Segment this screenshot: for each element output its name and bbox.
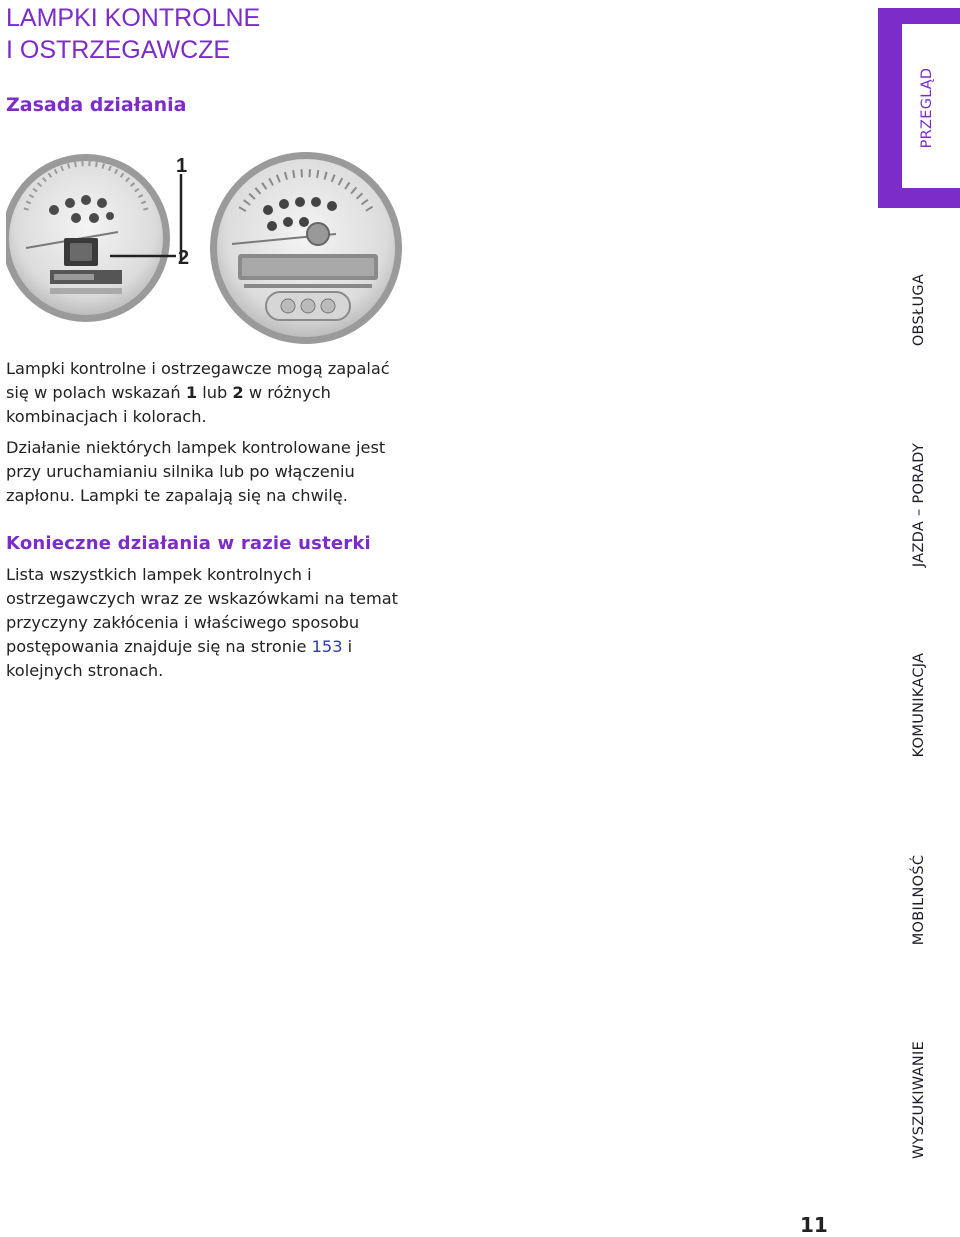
tab-komunikacja[interactable]: [878, 610, 960, 800]
tab-label-jazda-porady: JAZDA – PORADY: [911, 442, 927, 568]
section-heading-principle: Zasada działania: [6, 94, 187, 116]
right-gauge: [210, 152, 402, 344]
tab-label-wyszukiwanie: WYSZUKIWANIE: [911, 1040, 927, 1160]
tab-label-przeglad: PRZEGLĄD: [919, 67, 936, 149]
callout-1-label: 1: [176, 155, 188, 177]
tab-obsluga[interactable]: [878, 220, 960, 400]
left-gauge: [6, 154, 170, 322]
instrument-cluster-figure: [6, 148, 406, 348]
tab-przeglad[interactable]: [878, 8, 960, 208]
tab-label-mobilnosc: MOBILNOŚĆ: [911, 854, 927, 946]
paragraph-fault-actions: Lista wszystkich lampek kontrolnych i ostrzegawczych wraz ze wskazówkami na temat przyczyny zakłócenia i właściwego sposobu postępowania znajduje się na stronie 153 i kolejnych stronach.: [6, 565, 398, 680]
page-title: [6, 2, 260, 66]
page-title-line2: I OSTRZEGAWCZE: [6, 36, 231, 64]
tab-jazda-porady[interactable]: [878, 410, 960, 600]
tab-label-komunikacja: KOMUNIKACJA: [911, 652, 927, 758]
section-heading-fault-actions: Konieczne działania w razie usterki: [6, 533, 371, 554]
page-reference-link[interactable]: 153: [311, 637, 343, 656]
instrument-cluster-illustration: [6, 148, 406, 348]
tab-label-obsluga: OBSŁUGA: [911, 273, 927, 347]
tab-mobilnosc[interactable]: [878, 810, 960, 990]
page-title-line1: LAMPKI KONTROLNE: [6, 4, 261, 32]
callout-2-label: 2: [178, 247, 190, 269]
paragraph-warning-lights: Lampki kontrolne i ostrzegawcze mogą zapalać się w polach wskazań 1 lub 2 w różnych kombinacjach i kolorach.: [6, 359, 390, 426]
paragraph-startup-check: Działanie niektórych lampek kontrolowane jest przy uruchamianiu silnika lub po włączeniu zapłonu. Lampki te zapalają się na chwilę.: [6, 438, 386, 505]
section-sidebar: [878, 0, 960, 1237]
tab-wyszukiwanie[interactable]: [878, 1000, 960, 1200]
page-number: 11: [800, 1213, 828, 1237]
